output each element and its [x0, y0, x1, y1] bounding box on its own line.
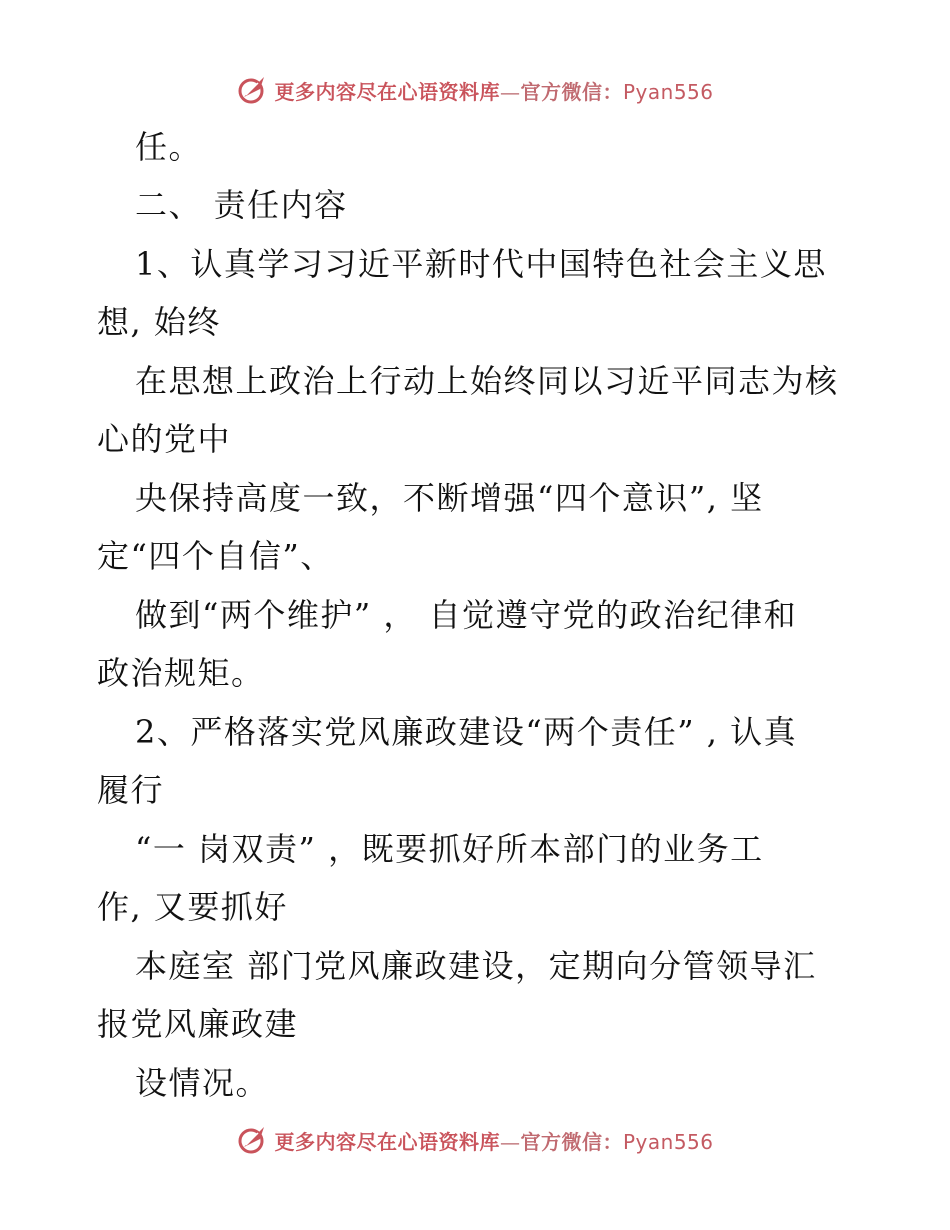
- text-line: 央保持高度一致，不断增强“四个意识”, 坚: [135, 479, 764, 517]
- footer-watermark: [0, 1120, 950, 1160]
- text-line: 任。: [135, 128, 203, 166]
- watermark-id: Pyan556: [622, 1129, 714, 1154]
- feather-logo-icon: [236, 1123, 270, 1157]
- text-line: 政治规矩。: [97, 654, 265, 692]
- text-line: 2、严格落实党风廉政建设“两个责任” , 认真: [135, 713, 798, 751]
- watermark-label: 官方微信：: [520, 79, 623, 104]
- watermark-dash: —: [499, 1129, 521, 1154]
- text-line: “一 岗双责” ，既要抓好所本部门的业务工: [135, 830, 764, 868]
- text-line: 履行: [97, 771, 165, 809]
- watermark-dash: —: [499, 79, 521, 104]
- text-line: 报党风廉政建: [97, 1005, 299, 1043]
- section-heading: 二、 责任内容: [135, 186, 348, 224]
- text-line: 心的党中: [97, 420, 232, 458]
- text-line: 定“四个自信”、: [97, 537, 334, 575]
- text-line: 设情况。: [135, 1064, 270, 1102]
- text-line: 做到“两个维护” ， 自觉遵守党的政治纪律和: [135, 596, 798, 634]
- header-watermark: [0, 70, 950, 110]
- text-line: 在思想上政治上行动上始终同以习近平同志为核: [135, 362, 839, 400]
- text-line: 作, 又要抓好: [97, 888, 288, 926]
- watermark-label: 官方微信：: [520, 1129, 623, 1154]
- text-line: 本庭室 部门党风廉政建设，定期向分管领导汇: [135, 947, 817, 985]
- feather-logo-icon: [236, 73, 270, 107]
- text-line: 想, 始终: [97, 303, 221, 341]
- watermark-id: Pyan556: [622, 79, 714, 104]
- text-line: 1、认真学习习近平新时代中国特色社会主义思: [135, 245, 827, 283]
- watermark-name: 更多内容尽在心语资料库: [274, 79, 500, 104]
- watermark-name: 更多内容尽在心语资料库: [274, 1129, 500, 1154]
